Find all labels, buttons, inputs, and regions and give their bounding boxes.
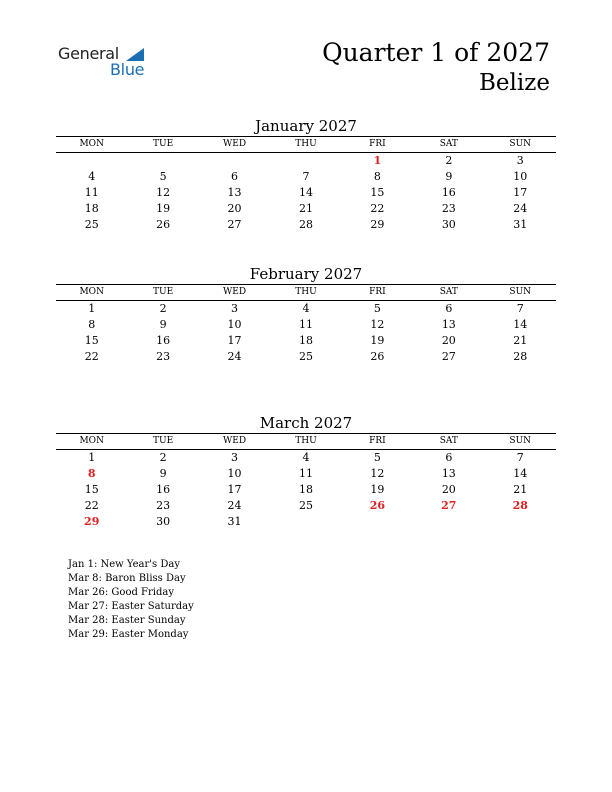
day-cell: 28 <box>513 350 528 363</box>
day-cell: 4 <box>302 302 310 315</box>
day-cell: 28 <box>298 218 313 231</box>
weekday-label: THU <box>295 436 317 446</box>
day-cell: 4 <box>88 170 96 183</box>
day-cell: 9 <box>159 318 167 331</box>
day-cell: 24 <box>227 499 242 512</box>
day-cell: 2 <box>159 451 167 464</box>
month-block <box>56 413 556 530</box>
weekday-label: THU <box>295 287 317 297</box>
weekday-label: SUN <box>509 436 532 446</box>
day-cell: 24 <box>513 202 528 215</box>
day-cell: 5 <box>159 170 167 183</box>
holiday-note: Jan 1: New Year's Day <box>68 559 180 570</box>
day-cell: 16 <box>156 334 171 347</box>
day-cell: 26 <box>156 218 171 231</box>
day-cell: 13 <box>441 318 456 331</box>
week-row <box>56 301 556 317</box>
month-block <box>56 264 556 365</box>
holiday-day-cell: 8 <box>87 467 96 480</box>
day-cell: 19 <box>370 334 385 347</box>
week-row <box>56 482 556 498</box>
holiday-day-cell: 1 <box>373 154 382 167</box>
day-cell: 15 <box>84 483 99 496</box>
day-cell: 7 <box>516 302 524 315</box>
day-cell: 23 <box>441 202 456 215</box>
holiday-note: Mar 8: Baron Bliss Day <box>68 573 186 584</box>
day-cell: 6 <box>231 170 239 183</box>
day-cell: 10 <box>513 170 528 183</box>
weekday-label: SAT <box>439 436 458 446</box>
weekday-label: SUN <box>509 139 532 149</box>
day-cell: 12 <box>370 467 385 480</box>
day-cell: 14 <box>513 467 528 480</box>
day-cell: 16 <box>156 483 171 496</box>
weekday-label: FRI <box>369 287 386 297</box>
day-cell: 11 <box>84 186 99 199</box>
day-cell: 6 <box>445 302 453 315</box>
day-cell: 5 <box>373 302 381 315</box>
day-cell: 30 <box>156 515 171 528</box>
day-cell <box>413 514 484 530</box>
day-cell: 25 <box>298 350 313 363</box>
holiday-note: Mar 28: Easter Sunday <box>68 615 186 626</box>
day-cell: 14 <box>298 186 313 199</box>
holiday-day-cell: 27 <box>441 499 457 512</box>
month-block <box>56 116 556 233</box>
day-cell: 20 <box>441 334 456 347</box>
day-cell: 19 <box>156 202 171 215</box>
day-cell: 16 <box>441 186 456 199</box>
week-row <box>56 498 556 514</box>
weekday-header-row <box>56 434 556 449</box>
weekday-header-row <box>56 137 556 152</box>
holiday-note: Mar 26: Good Friday <box>68 587 174 598</box>
weekday-label: MON <box>79 436 104 446</box>
month-title: January 2027 <box>255 117 357 135</box>
day-cell: 12 <box>370 318 385 331</box>
day-cell <box>270 514 341 530</box>
day-cell: 20 <box>227 202 242 215</box>
weekday-label: MON <box>79 287 104 297</box>
day-cell: 23 <box>156 350 171 363</box>
day-cell: 30 <box>441 218 456 231</box>
week-row <box>56 333 556 349</box>
day-cell: 13 <box>441 467 456 480</box>
day-cell: 7 <box>516 451 524 464</box>
logo-blue-text: Blue <box>110 60 145 79</box>
day-cell: 8 <box>88 318 96 331</box>
day-cell: 1 <box>88 451 96 464</box>
week-row <box>56 317 556 333</box>
weekday-label: FRI <box>369 139 386 149</box>
day-cell: 27 <box>441 350 456 363</box>
week-row <box>56 201 556 217</box>
day-cell: 11 <box>298 318 313 331</box>
country-name: Belize <box>479 70 550 96</box>
weekday-label: TUE <box>153 139 174 149</box>
weekday-label: WED <box>223 436 247 446</box>
holiday-day-cell: 26 <box>369 499 386 512</box>
day-cell: 17 <box>513 186 528 199</box>
holiday-list <box>68 558 194 642</box>
weekday-label: SAT <box>439 287 458 297</box>
day-cell: 15 <box>370 186 385 199</box>
day-cell: 10 <box>227 467 242 480</box>
day-cell: 3 <box>231 302 239 315</box>
logo <box>58 44 158 84</box>
weekday-label: WED <box>223 287 247 297</box>
weekday-label: MON <box>79 139 104 149</box>
day-cell: 2 <box>159 302 167 315</box>
day-cell: 5 <box>373 451 381 464</box>
day-cell: 22 <box>370 202 385 215</box>
day-cell: 18 <box>298 334 313 347</box>
day-cell: 23 <box>156 499 171 512</box>
week-row <box>56 349 556 365</box>
day-cell: 21 <box>513 334 528 347</box>
day-cell: 31 <box>227 515 242 528</box>
week-row <box>56 466 556 482</box>
holiday-day-cell: 28 <box>512 499 528 512</box>
holiday-day-cell: 29 <box>84 515 100 528</box>
day-cell: 2 <box>445 154 453 167</box>
page-title: Quarter 1 of 2027 <box>322 38 550 67</box>
day-cell <box>127 153 198 169</box>
day-cell: 12 <box>156 186 171 199</box>
day-cell: 11 <box>298 467 313 480</box>
weekday-header-row <box>56 285 556 300</box>
holiday-note: Mar 27: Easter Saturday <box>68 601 194 612</box>
day-cell: 18 <box>84 202 99 215</box>
day-cell <box>270 153 341 169</box>
weekday-label: THU <box>295 139 317 149</box>
day-cell: 9 <box>445 170 453 183</box>
day-cell: 10 <box>227 318 242 331</box>
day-cell: 20 <box>441 483 456 496</box>
week-row <box>56 185 556 201</box>
weekday-label: FRI <box>369 436 386 446</box>
weekday-label: SAT <box>439 139 458 149</box>
day-cell: 3 <box>516 154 524 167</box>
day-cell: 27 <box>227 218 242 231</box>
day-cell: 6 <box>445 451 453 464</box>
day-cell: 9 <box>159 467 167 480</box>
day-cell: 18 <box>298 483 313 496</box>
day-cell: 3 <box>231 451 239 464</box>
day-cell: 29 <box>370 218 385 231</box>
week-row <box>56 217 556 233</box>
day-cell: 21 <box>298 202 313 215</box>
week-row <box>56 514 556 530</box>
day-cell: 19 <box>370 483 385 496</box>
day-cell <box>56 153 127 169</box>
day-cell: 8 <box>373 170 381 183</box>
day-cell: 17 <box>227 334 242 347</box>
day-cell: 25 <box>84 218 99 231</box>
day-cell <box>199 153 270 169</box>
month-title: March 2027 <box>259 414 353 432</box>
weekday-label: TUE <box>153 287 174 297</box>
day-cell: 14 <box>513 318 528 331</box>
holiday-note: Mar 29: Easter Monday <box>68 629 189 640</box>
weekday-label: TUE <box>153 436 174 446</box>
weekday-label: SUN <box>509 287 532 297</box>
day-cell: 25 <box>298 499 313 512</box>
day-cell: 31 <box>513 218 528 231</box>
day-cell: 22 <box>84 350 99 363</box>
day-cell: 13 <box>227 186 242 199</box>
week-row <box>56 153 556 169</box>
week-row <box>56 450 556 466</box>
day-cell: 17 <box>227 483 242 496</box>
day-cell: 21 <box>513 483 528 496</box>
day-cell: 24 <box>227 350 242 363</box>
day-cell: 4 <box>302 451 310 464</box>
logo-general-text: General <box>58 44 119 63</box>
week-row <box>56 169 556 185</box>
day-cell: 15 <box>84 334 99 347</box>
day-cell: 1 <box>88 302 96 315</box>
day-cell <box>342 514 413 530</box>
day-cell <box>485 514 556 530</box>
day-cell: 22 <box>84 499 99 512</box>
day-cell: 26 <box>370 350 385 363</box>
month-title: February 2027 <box>249 265 363 283</box>
weekday-label: WED <box>223 139 247 149</box>
day-cell: 7 <box>302 170 310 183</box>
